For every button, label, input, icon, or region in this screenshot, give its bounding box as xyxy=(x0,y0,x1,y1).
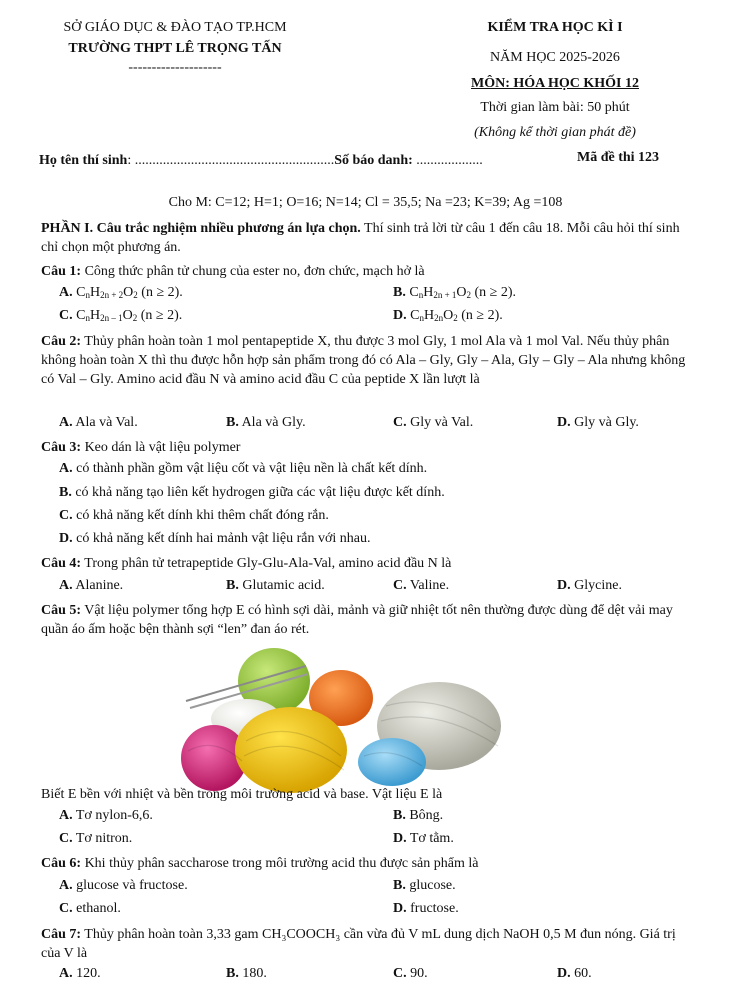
exam-code: Mã đề thi 123 xyxy=(577,150,660,165)
q5-label: Câu 5: xyxy=(41,603,82,618)
q6-option-a[interactable]: A. glucose và fructose. xyxy=(59,878,188,893)
q5-after-text: Biết E bền với nhiệt và bền trong môi trường acid và base. Vật liệu E là xyxy=(41,787,443,802)
student-name-label: Họ tên thí sinh xyxy=(39,153,128,168)
q4-stem xyxy=(41,554,691,573)
q4-text: Trong phân tử tetrapeptide Gly-Glu-Ala-Val, amino acid đầu N là xyxy=(81,556,452,571)
student-sbd-dots: ................... xyxy=(416,153,483,168)
q2-option-a[interactable]: A. Ala và Val. xyxy=(59,415,138,430)
part1-desc: Thí sinh trả lời từ câu 1 đến câu 18. Mỗi câu hỏi thí sinh chỉ chọn một phương án. xyxy=(41,221,680,255)
q4-label: Câu 4: xyxy=(41,556,82,571)
q7-stem xyxy=(41,925,691,963)
header-dept: SỞ GIÁO DỤC & ĐÀO TẠO TP.HCM xyxy=(63,20,287,35)
q3-text: Keo dán là vật liệu polymer xyxy=(81,440,241,455)
q5-option-d[interactable]: D. Tơ tằm. xyxy=(393,831,454,846)
student-name-dots: : ......................................................... xyxy=(127,153,335,168)
q3-option-c[interactable]: C. có khả năng kết dính khi thêm chất đóng rắn. xyxy=(59,508,329,523)
q1-label: Câu 1: xyxy=(41,264,82,279)
q4-option-b[interactable]: B. Glutamic acid. xyxy=(226,578,325,593)
q5-stem xyxy=(41,601,691,639)
part1-header xyxy=(41,219,691,257)
q3-option-b[interactable]: B. có khả năng tạo liên kết hydrogen giữa các vật liệu được kết dính. xyxy=(59,485,445,500)
q1-option-d[interactable]: D. $C_nH_{2n}O_2$ (n ≥ 2). xyxy=(393,308,503,323)
q5-text: Vật liệu polymer tổng hợp E có hình sợi dài, mảnh và giữ nhiệt tốt nên thường được dùng để dệt vải may quần áo ấm hoặc bện thành sợi “len” đan áo rét. xyxy=(41,603,673,637)
exam-subject: MÔN: HÓA HỌC KHỐI 12 xyxy=(471,76,639,91)
q2-label: Câu 2: xyxy=(41,334,82,349)
q1-text: Công thức phân tử chung của ester no, đơn chức, mạch hở là xyxy=(81,264,425,279)
q3-option-a[interactable]: A. có thành phần gồm vật liệu cốt và vật liệu nền là chất kết dính. xyxy=(59,461,428,476)
exam-title: KIỂM TRA HỌC KÌ I xyxy=(487,20,623,35)
header-school: TRƯỜNG THPT LÊ TRỌNG TẤN xyxy=(68,41,282,56)
student-line xyxy=(39,153,483,169)
q6-option-b[interactable]: B. glucose. xyxy=(393,878,456,893)
q7-label: Câu 7: xyxy=(41,927,82,942)
exam-note: (Không kể thời gian phát đề) xyxy=(474,125,636,140)
q4-option-d[interactable]: D. Glycine. xyxy=(557,578,622,593)
q7-text: Thủy phân hoàn toàn 3,33 gam CH₃COOCH₃ cần vừa đủ V mL dung dịch NaOH 0,5 M đun nóng. Giá trị của V là xyxy=(41,927,676,961)
exam-year: NĂM HỌC 2025-2026 xyxy=(490,50,620,65)
header-divider: -------------------- xyxy=(128,60,222,75)
q2-stem xyxy=(41,332,691,389)
q6-stem xyxy=(41,854,691,873)
q2-option-c[interactable]: C. Gly và Val. xyxy=(393,415,474,430)
q4-option-c[interactable]: C. Valine. xyxy=(393,578,450,593)
q7-option-b[interactable]: B. 180. xyxy=(226,966,267,981)
q7-option-d[interactable]: D. 60. xyxy=(557,966,592,981)
q4-option-a[interactable]: A. Alanine. xyxy=(59,578,124,593)
exam-time: Thời gian làm bài: 50 phút xyxy=(480,100,630,115)
q5-option-c[interactable]: C. Tơ nitron. xyxy=(59,831,133,846)
q5-option-b[interactable]: B. Bông. xyxy=(393,808,444,823)
q2-option-b[interactable]: B. Ala và Gly. xyxy=(226,415,306,430)
q7-option-a[interactable]: A. 120. xyxy=(59,966,101,981)
q2-option-d[interactable]: D. Gly và Gly. xyxy=(557,415,639,430)
q1-stem xyxy=(41,262,691,281)
q2-text: Thủy phân hoàn toàn 1 mol pentapeptide X, thu được 3 mol Gly, 1 mol Ala và 1 mol Val. Nếu thủy phân không hoàn toàn X thì thu được hỗn hợp sản phẩm trong đó có Ala – Gly, Gly – Ala, Gly – Gly – Ala nhưng không có Val – Gly. Amino acid đầu N và amino acid đầu C của peptide X lần lượt là xyxy=(41,334,686,387)
q3-option-d[interactable]: D. có khả năng kết dính hai mảnh vật liệu rắn với nhau. xyxy=(59,531,371,546)
student-sbd-label: Số báo danh: xyxy=(334,153,417,168)
q7-option-c[interactable]: C. 90. xyxy=(393,966,428,981)
q6-label: Câu 6: xyxy=(41,856,82,871)
q1-option-a[interactable]: A. $C_nH_{2n + 2}O_2$ (n ≥ 2). xyxy=(59,285,183,300)
q1-option-b[interactable]: B. $C_nH_{2n + 1}O_2$ (n ≥ 2). xyxy=(393,285,517,300)
q1-option-c[interactable]: C. $C_nH_{2n - 1}O_2$ (n ≥ 2). xyxy=(59,308,183,323)
atomic-mass: Cho M: C=12; H=1; O=16; N=14; Cl = 35,5; Na =23; K=39; Ag =108 xyxy=(168,195,563,210)
yarn-balls-image xyxy=(176,646,537,794)
q5-option-a[interactable]: A. Tơ nylon-6,6. xyxy=(59,808,153,823)
part1-title: PHẦN I. Câu trắc nghiệm nhiều phương án lựa chọn. xyxy=(41,221,361,236)
q3-label: Câu 3: xyxy=(41,440,82,455)
q6-option-c[interactable]: C. ethanol. xyxy=(59,901,121,916)
q6-text: Khi thủy phân saccharose trong môi trường acid thu được sản phẩm là xyxy=(81,856,479,871)
q6-option-d[interactable]: D. fructose. xyxy=(393,901,459,916)
q3-stem xyxy=(41,438,691,457)
yellow-yarn-ball xyxy=(235,707,347,793)
